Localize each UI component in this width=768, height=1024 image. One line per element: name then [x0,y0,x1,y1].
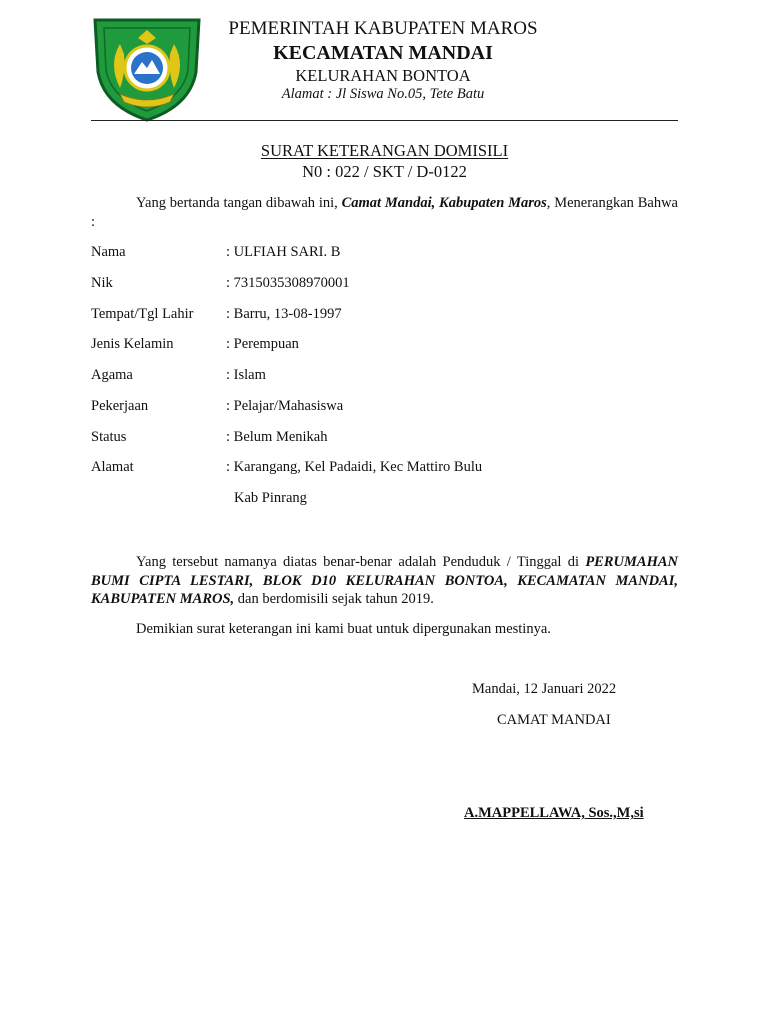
field-label-birth: Tempat/Tgl Lahir [91,306,194,322]
field-label-nama: Nama [91,244,126,260]
field-value-nama: : ULFIAH SARI. B [226,244,341,260]
body-paragraph: Yang tersebut namanya diatas benar-benar adalah Penduduk / Tinggal di PERUMAHAN BUMI CIPTA LESTARI, BLOK D10 KELURAHAN BONTOA, KECAMATAN MANDAI, KABUPATEN MAROS, dan berdomisili sejak tahun 2019. [91,554,678,607]
field-value-address: : Karangang, Kel Padaidi, Kec Mattiro Bulu [226,459,483,475]
field-value-occupation: : Pelajar/Mahasiswa [226,398,344,414]
field-label-status: Status [91,429,127,445]
field-value-address-cont: Kab Pinrang [234,490,307,506]
header-government: PEMERINTAH KABUPATEN MAROS [228,18,538,39]
header-address: Alamat : Jl Siswa No.05, Tete Batu [281,86,485,102]
letter-title: SURAT KETERANGAN DOMISILI [260,141,509,160]
field-value-nik: : 7315035308970001 [226,275,350,291]
header-village: KELURAHAN BONTOA [295,66,471,85]
header-district: KECAMATAN MANDAI [273,42,493,64]
field-value-gender: : Perempuan [226,336,299,352]
signatory-name: A.MAPPELLAWA, Sos.,M,si [464,805,644,821]
intro-paragraph: Yang bertanda tangan dibawah ini, Camat Mandai, Kabupaten Maros, Menerangkan Bahwa : [91,195,678,230]
closing-paragraph: Demikian surat keterangan ini kami buat untuk dipergunakan mestinya. [136,621,551,637]
place-date: Mandai, 12 Januari 2022 [472,681,617,697]
field-label-religion: Agama [91,367,133,383]
field-value-religion: : Islam [226,367,266,383]
field-label-address: Alamat [91,459,134,475]
signatory-position: CAMAT MANDAI [497,712,611,728]
header-divider [91,120,678,121]
field-label-occupation: Pekerjaan [91,398,149,414]
field-value-status: : Belum Menikah [226,429,328,445]
field-label-nik: Nik [91,275,113,291]
field-value-birth: : Barru, 13-08-1997 [226,306,342,322]
letter-number: N0 : 022 / SKT / D-0122 [302,162,467,181]
field-label-gender: Jenis Kelamin [91,336,174,352]
